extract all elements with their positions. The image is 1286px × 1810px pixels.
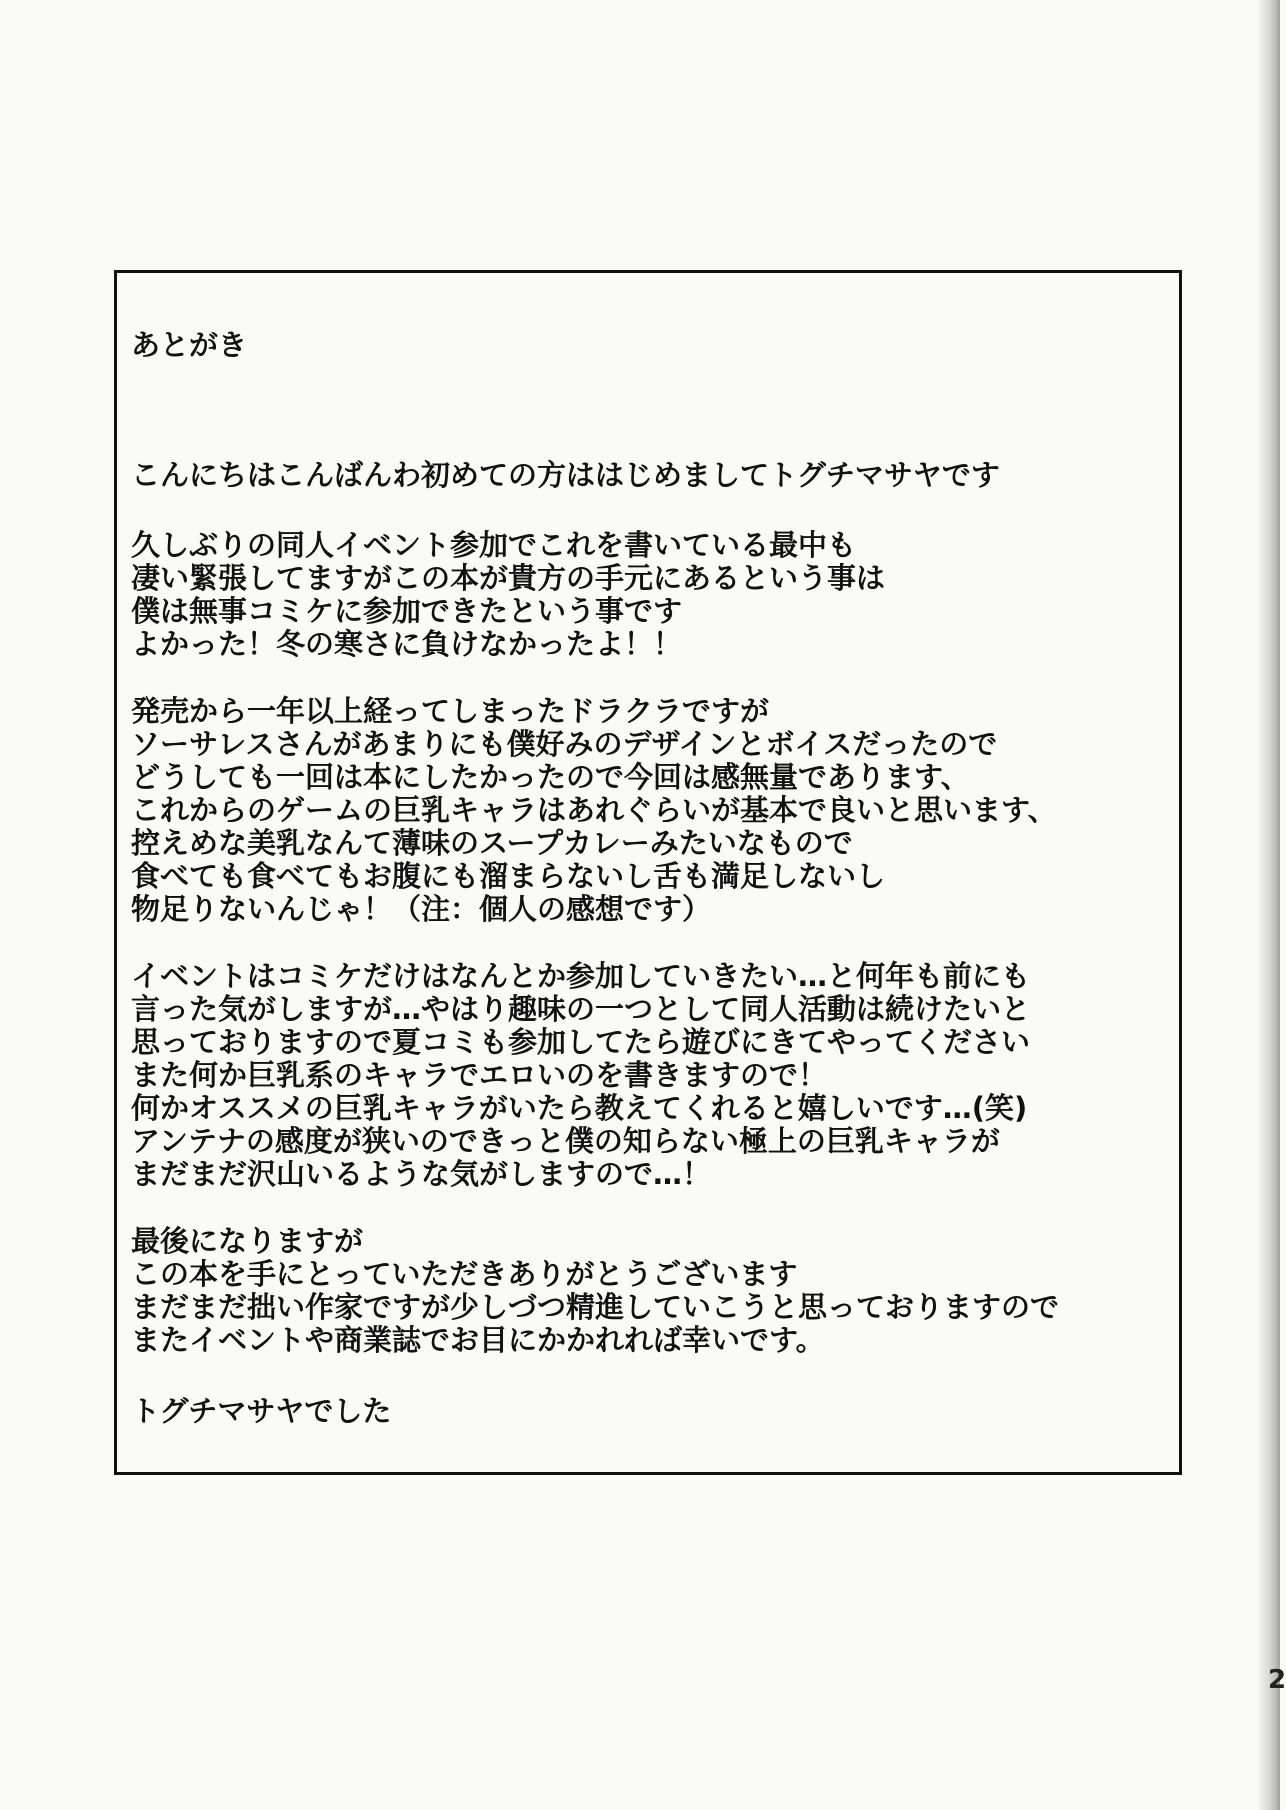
signature: トグチマサヤでした bbox=[131, 1394, 392, 1428]
paragraph-5 bbox=[131, 1225, 1171, 1357]
paragraph-2 bbox=[131, 529, 1171, 661]
text-line: これからのゲームの巨乳キャラはあれぐらいが基本で良いと思います、 bbox=[131, 793, 1057, 827]
text-line: まだまだ拙い作家ですが少しづつ精進していこうと思っておりますので bbox=[131, 1290, 1060, 1324]
text-line: ソーサレスさんがあまりにも僕好みのデザインとボイスだったので bbox=[131, 727, 998, 761]
text-line: よかった！冬の寒さに負けなかったよ！！ bbox=[131, 627, 683, 661]
paragraph-3 bbox=[131, 695, 1171, 926]
text-line: どうしても一回は本にしたかったので今回は感無量であります、 bbox=[131, 760, 970, 794]
greeting-line: こんにちはこんばんわ初めての方ははじめましてトグチマサヤです bbox=[131, 458, 1000, 492]
text-line: この本を手にとっていただきありがとうございます bbox=[131, 1257, 798, 1291]
paragraph-4 bbox=[131, 960, 1171, 1191]
text-line: 控えめな美乳なんて薄味のスープカレーみたいなもので bbox=[131, 826, 853, 860]
signature-paragraph bbox=[131, 1391, 1171, 1431]
afterword-title: あとがき bbox=[131, 328, 248, 362]
text-line: イベントはコミケだけはなんとか参加していきたい…と何年も前にも bbox=[131, 959, 1031, 993]
page-number: 2 bbox=[1268, 1665, 1286, 1695]
text-line: アンテナの感度が狭いのできっと僕の知らない極上の巨乳キャラが bbox=[131, 1124, 1000, 1158]
text-line: まだまだ沢山いるような気がしますので…！ bbox=[131, 1157, 712, 1191]
text-line: 発売から一年以上経ってしまったドラクラですが bbox=[131, 694, 770, 728]
text-line: 凄い緊張してますがこの本が貴方の手元にあるという事は bbox=[131, 561, 886, 595]
afterword-body bbox=[131, 455, 1171, 1465]
text-line: 物足りないんじゃ！（注：個人の感想です） bbox=[131, 892, 712, 926]
text-line: 何かオススメの巨乳キャラがいたら教えてくれると嬉しいです…(笑) bbox=[131, 1091, 1028, 1125]
text-line: 言った気がしますが…やはり趣味の一つとして同人活動は続けたいと bbox=[131, 992, 1031, 1026]
page-edge bbox=[1258, 0, 1286, 1810]
text-line: またイベントや商業誌でお目にかかれれば幸いです。 bbox=[131, 1323, 825, 1357]
text-line: 最後になりますが bbox=[131, 1224, 364, 1258]
greeting-paragraph bbox=[131, 455, 1171, 495]
text-line: 思っておりますので夏コミも参加してたら遊びにきてやってください bbox=[131, 1025, 1031, 1059]
text-line: 久しぶりの同人イベント参加でこれを書いている最中も bbox=[131, 528, 857, 562]
text-line: 食べても食べてもお腹にも溜まらないし舌も満足しないし bbox=[131, 859, 886, 893]
text-line: 僕は無事コミケに参加できたという事です bbox=[131, 594, 683, 628]
text-line: また何か巨乳系のキャラでエロいのを書きますので！ bbox=[131, 1058, 828, 1092]
